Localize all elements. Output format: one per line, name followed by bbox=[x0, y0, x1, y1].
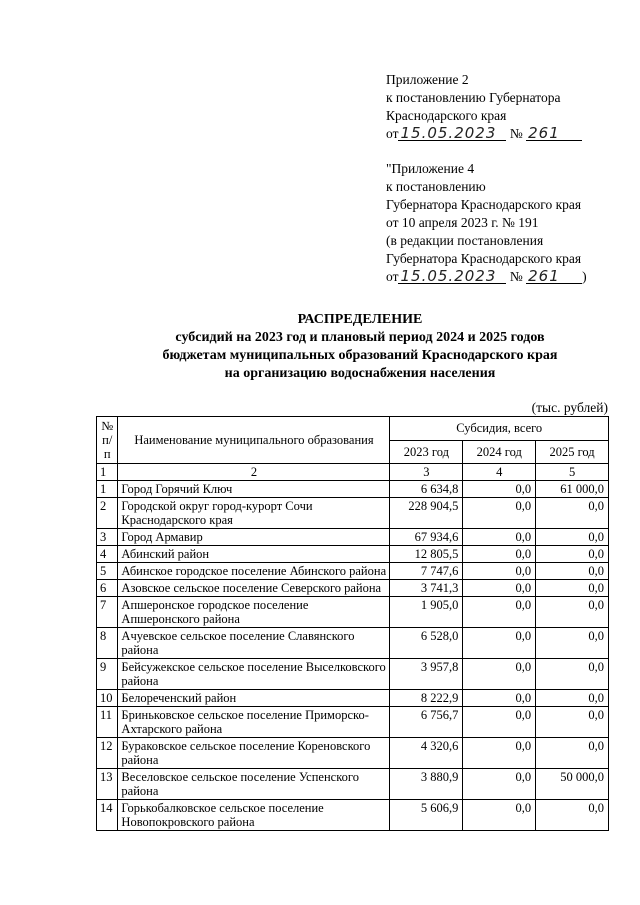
closing-paren: ) bbox=[582, 269, 587, 284]
subsidy-2023: 228 904,5 bbox=[390, 498, 463, 529]
municipality-name: Бриньковское сельское поселение Приморско-Ахтарского района bbox=[118, 707, 390, 738]
row-number: 6 bbox=[97, 580, 118, 597]
column-number: 4 bbox=[463, 464, 536, 481]
row-number: 8 bbox=[97, 628, 118, 659]
row-number: 7 bbox=[97, 597, 118, 628]
municipality-name: Абинское городское поселение Абинского района bbox=[118, 563, 390, 580]
subsidy-2025: 0,0 bbox=[536, 659, 609, 690]
municipality-name: Городской округ город-курорт Сочи Краснодарского края bbox=[118, 498, 390, 529]
row-number: 5 bbox=[97, 563, 118, 580]
municipality-name: Город Армавир bbox=[118, 529, 390, 546]
title-line-4: на организацию водоснабжения населения bbox=[224, 366, 496, 381]
table-row bbox=[97, 628, 609, 659]
appendix-4-line4: от 10 апреля 2023 г. № 191 bbox=[386, 215, 539, 230]
municipality-name: Веселовское сельское поселение Успенского района bbox=[118, 769, 390, 800]
subsidy-2025: 0,0 bbox=[536, 529, 609, 546]
table-row bbox=[97, 481, 609, 498]
row-number: 12 bbox=[97, 738, 118, 769]
appendix-2-line3: Краснодарского края bbox=[386, 108, 507, 123]
municipality-name: Белореченский район bbox=[118, 690, 390, 707]
column-number: 1 bbox=[97, 464, 118, 481]
row-number: 11 bbox=[97, 707, 118, 738]
subsidy-2024: 0,0 bbox=[463, 707, 536, 738]
row-number: 10 bbox=[97, 690, 118, 707]
header-number: № п/п bbox=[97, 417, 118, 464]
header-row bbox=[97, 417, 609, 441]
column-number: 3 bbox=[390, 464, 463, 481]
header-2023: 2023 год bbox=[390, 440, 463, 464]
header-name: Наименование муниципального образования bbox=[118, 417, 390, 464]
subsidy-2023: 5 606,9 bbox=[390, 800, 463, 831]
subsidy-2023: 7 747,6 bbox=[390, 563, 463, 580]
row-number: 2 bbox=[97, 498, 118, 529]
appendix-2-date-line bbox=[386, 125, 582, 143]
subsidy-2024: 0,0 bbox=[463, 769, 536, 800]
table-row bbox=[97, 529, 609, 546]
subsidy-2025: 0,0 bbox=[536, 707, 609, 738]
subsidy-2023: 12 805,5 bbox=[390, 546, 463, 563]
table-row bbox=[97, 690, 609, 707]
subsidy-2025: 0,0 bbox=[536, 498, 609, 529]
subsidy-2024: 0,0 bbox=[463, 738, 536, 769]
subsidy-2024: 0,0 bbox=[463, 800, 536, 831]
table-row bbox=[97, 546, 609, 563]
subsidy-2025: 0,0 bbox=[536, 738, 609, 769]
document-title bbox=[80, 311, 640, 383]
row-number: 9 bbox=[97, 659, 118, 690]
table-row bbox=[97, 800, 609, 831]
handwritten-number: 261 bbox=[526, 269, 582, 284]
subsidy-2023: 8 222,9 bbox=[390, 690, 463, 707]
header-2025: 2025 год bbox=[536, 440, 609, 464]
row-number: 4 bbox=[97, 546, 118, 563]
number-label: № bbox=[509, 126, 523, 141]
row-number: 14 bbox=[97, 800, 118, 831]
subsidy-2025: 0,0 bbox=[536, 597, 609, 628]
subsidy-2024: 0,0 bbox=[463, 481, 536, 498]
from-label: от bbox=[386, 126, 399, 141]
table-row bbox=[97, 563, 609, 580]
units-label: (тыс. рублей) bbox=[531, 400, 608, 415]
subsidy-2023: 3 957,8 bbox=[390, 659, 463, 690]
subsidy-2024: 0,0 bbox=[463, 597, 536, 628]
subsidy-2024: 0,0 bbox=[463, 659, 536, 690]
municipality-name: Абинский район bbox=[118, 546, 390, 563]
appendix-4-line3: Губернатора Краснодарского края bbox=[386, 197, 582, 212]
appendix-2-title: Приложение 2 bbox=[386, 72, 469, 87]
municipality-name: Бейсужекское сельское поселение Выселковского района bbox=[118, 659, 390, 690]
subsidy-2024: 0,0 bbox=[463, 628, 536, 659]
title-line-2: субсидий на 2023 год и плановый период 2024 и 2025 годов bbox=[175, 330, 545, 345]
from-label: от bbox=[386, 269, 399, 284]
subsidy-table bbox=[96, 416, 609, 831]
subsidy-2023: 4 320,6 bbox=[390, 738, 463, 769]
column-number: 2 bbox=[118, 464, 390, 481]
subsidy-2023: 67 934,6 bbox=[390, 529, 463, 546]
subsidy-2025: 0,0 bbox=[536, 580, 609, 597]
subsidy-2024: 0,0 bbox=[463, 529, 536, 546]
subsidy-2025: 61 000,0 bbox=[536, 481, 609, 498]
table-row bbox=[97, 738, 609, 769]
municipality-name: Бураковское сельское поселение Кореновского района bbox=[118, 738, 390, 769]
handwritten-date: 15.05.2023 bbox=[398, 126, 506, 141]
subsidy-2023: 3 741,3 bbox=[390, 580, 463, 597]
appendix-4-date-line bbox=[386, 268, 587, 286]
table-row bbox=[97, 659, 609, 690]
appendix-4-title: "Приложение 4 bbox=[386, 161, 475, 176]
table-row bbox=[97, 769, 609, 800]
subsidy-2025: 0,0 bbox=[536, 563, 609, 580]
subsidy-2025: 0,0 bbox=[536, 800, 609, 831]
subsidy-2024: 0,0 bbox=[463, 563, 536, 580]
row-number: 1 bbox=[97, 481, 118, 498]
table-row bbox=[97, 597, 609, 628]
subsidy-2024: 0,0 bbox=[463, 498, 536, 529]
subsidy-2025: 0,0 bbox=[536, 546, 609, 563]
row-number: 3 bbox=[97, 529, 118, 546]
subsidy-2023: 1 905,0 bbox=[390, 597, 463, 628]
subsidy-2024: 0,0 bbox=[463, 546, 536, 563]
appendix-4-block bbox=[386, 160, 587, 286]
appendix-4-line5: (в редакции постановления bbox=[386, 233, 544, 248]
appendix-4-line6: Губернатора Краснодарского края bbox=[386, 251, 582, 266]
row-number: 13 bbox=[97, 769, 118, 800]
appendix-2-line2: к постановлению Губернатора bbox=[386, 90, 561, 105]
table-row bbox=[97, 498, 609, 529]
municipality-name: Горькобалковское сельское поселение Новопокровского района bbox=[118, 800, 390, 831]
handwritten-number: 261 bbox=[526, 126, 582, 141]
subsidy-2023: 6 634,8 bbox=[390, 481, 463, 498]
subsidy-2024: 0,0 bbox=[463, 690, 536, 707]
number-label: № bbox=[509, 269, 523, 284]
title-line-1: РАСПРЕДЕЛЕНИЕ bbox=[297, 312, 423, 327]
appendix-2-block bbox=[386, 71, 582, 143]
subsidy-2024: 0,0 bbox=[463, 580, 536, 597]
title-line-3: бюджетам муниципальных образований Краснодарского края bbox=[162, 348, 558, 363]
municipality-name: Ачуевское сельское поселение Славянского района bbox=[118, 628, 390, 659]
municipality-name: Апшеронское городское поселение Апшеронского района bbox=[118, 597, 390, 628]
table-row bbox=[97, 580, 609, 597]
subsidy-2025: 50 000,0 bbox=[536, 769, 609, 800]
header-2024: 2024 год bbox=[463, 440, 536, 464]
subsidy-2023: 6 528,0 bbox=[390, 628, 463, 659]
column-number: 5 bbox=[536, 464, 609, 481]
subsidy-2025: 0,0 bbox=[536, 690, 609, 707]
subsidy-2023: 6 756,7 bbox=[390, 707, 463, 738]
subsidy-2025: 0,0 bbox=[536, 628, 609, 659]
municipality-name: Город Горячий Ключ bbox=[118, 481, 390, 498]
appendix-4-line2: к постановлению bbox=[386, 179, 486, 194]
table-row bbox=[97, 707, 609, 738]
subsidy-2023: 3 880,9 bbox=[390, 769, 463, 800]
column-numbering-row bbox=[97, 464, 609, 481]
header-subsidy: Субсидия, всего bbox=[390, 417, 609, 441]
municipality-name: Азовское сельское поселение Северского района bbox=[118, 580, 390, 597]
handwritten-date: 15.05.2023 bbox=[398, 269, 506, 284]
